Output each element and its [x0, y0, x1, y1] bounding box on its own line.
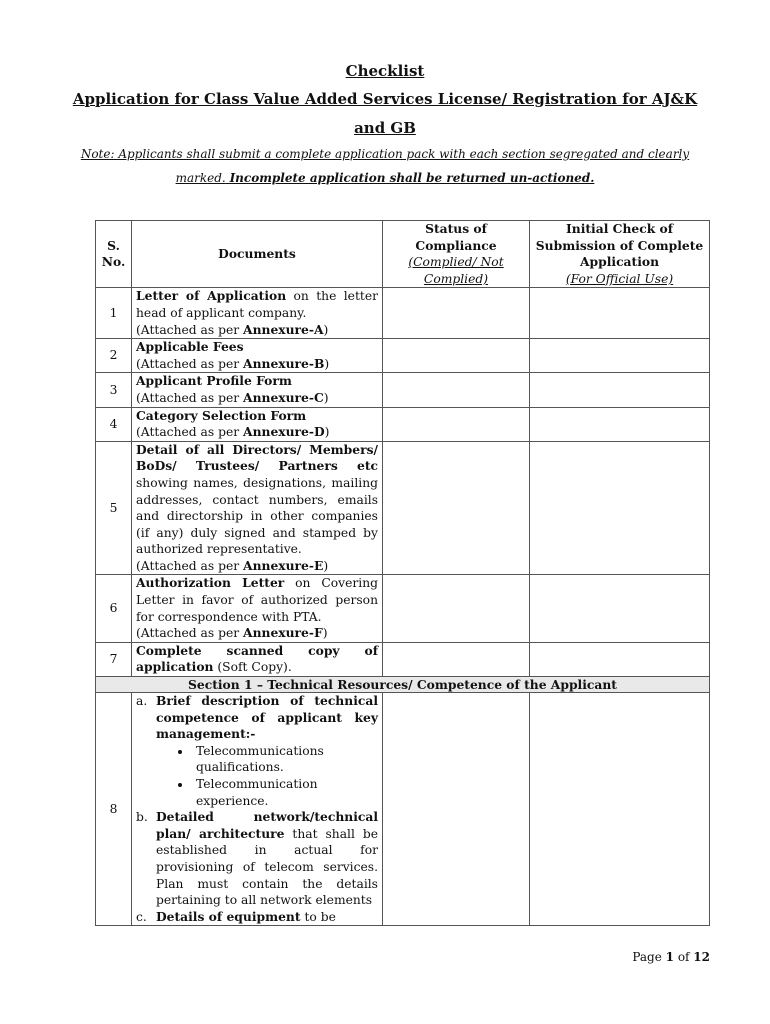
row-attach-prefix: (Attached as per — [136, 390, 244, 405]
row-sno: 6 — [96, 575, 132, 642]
row-doc-title: Authorization Letter — [136, 575, 285, 591]
row-initial-check-cell[interactable] — [530, 407, 710, 441]
item-c-desc: to be — [300, 909, 336, 924]
item-a — [136, 693, 378, 743]
row-status-cell[interactable] — [383, 339, 530, 373]
table-row — [96, 288, 710, 339]
page-of: of — [674, 950, 694, 964]
page-current: 1 — [665, 950, 674, 964]
page-total: 12 — [693, 950, 710, 964]
page-prefix: Page — [632, 950, 666, 964]
item-b — [136, 809, 378, 909]
table-row — [96, 642, 710, 676]
row-doc-desc: (Soft Copy). — [213, 660, 292, 675]
header-status — [383, 221, 530, 288]
row-status-cell[interactable] — [383, 441, 530, 575]
row-initial-check-cell[interactable] — [530, 441, 710, 575]
header-initial-check — [530, 221, 710, 288]
header-sno: S. No. — [96, 221, 132, 288]
row-doc-title: Applicant Profile Form — [136, 373, 292, 389]
section-header-row — [96, 677, 710, 693]
document-subtitle-line2: and GB — [354, 119, 416, 137]
row-status-cell[interactable] — [383, 373, 530, 407]
row-sno: 5 — [96, 441, 132, 575]
row-status-cell[interactable] — [383, 288, 530, 339]
row-doc-desc: on Covering Letter in favor of authorized person for correspondence with PTA. — [136, 576, 378, 624]
row-attach-suffix: ) — [323, 322, 329, 337]
row-doc-title: Detail of all Directors/ Members/ BoDs/ Trustees/ Partners etc — [136, 441, 378, 474]
row-document — [132, 373, 383, 407]
row-annexure: Annexure-C — [243, 389, 324, 405]
row-document — [132, 575, 383, 642]
row-doc-title: Category Selection Form — [136, 407, 307, 423]
row-document — [132, 339, 383, 373]
item-c-text — [156, 909, 378, 926]
table-row — [96, 407, 710, 441]
row-attach-prefix: (Attached as per — [136, 425, 244, 440]
row-sno: 7 — [96, 642, 132, 676]
row-document — [132, 642, 383, 676]
item-a-label: a. — [136, 694, 148, 709]
item-b-title: Detailed network/technical plan/ architecture — [156, 809, 378, 841]
header-status-label: Status of Compliance — [415, 221, 497, 253]
header-documents: Documents — [132, 221, 383, 288]
header-initial-sub: (For Official Use) — [565, 271, 674, 286]
document-title: Checklist — [345, 62, 425, 80]
row-doc-title: Complete scanned copy of application — [136, 642, 378, 675]
bullet-item: • Telecommunication experience. — [192, 776, 378, 809]
row-initial-check-cell[interactable] — [530, 373, 710, 407]
header-initial-label: Initial Check of Submission of Complete Application — [535, 221, 704, 270]
row-attach-suffix: ) — [322, 626, 328, 641]
item-b-desc: that shall be established in actual for provisioning of telecom services. Plan must contain the details pertaining to all network elements — [156, 826, 378, 908]
note-marked: marked. — [175, 171, 226, 185]
row-attach-prefix: (Attached as per — [136, 626, 244, 641]
document-subtitle-line1: Application for Class Value Added Services License/ Registration for AJ&K — [72, 90, 698, 108]
row-sno: 3 — [96, 373, 132, 407]
table-row — [96, 693, 710, 926]
row-initial-check-cell[interactable] — [530, 339, 710, 373]
row-document — [132, 288, 383, 339]
row-attach-suffix: ) — [324, 425, 330, 440]
item-c — [136, 909, 378, 926]
checklist-table — [95, 220, 710, 926]
item-a-bullets — [136, 743, 378, 809]
row-doc-title: Letter of Application — [136, 288, 287, 304]
row-sno: 2 — [96, 339, 132, 373]
row-sno: 1 — [96, 288, 132, 339]
table-row — [96, 575, 710, 642]
table-header-row — [96, 221, 710, 288]
row-attach-suffix: ) — [323, 558, 329, 573]
row-status-cell[interactable] — [383, 693, 530, 926]
row-sno: 4 — [96, 407, 132, 441]
row-doc-title: Applicable Fees — [136, 339, 244, 355]
row-attach-suffix: ) — [324, 356, 330, 371]
page-number — [632, 950, 710, 964]
item-b-label: b. — [136, 810, 148, 825]
row-document — [132, 441, 383, 575]
row-initial-check-cell[interactable] — [530, 288, 710, 339]
row-document — [132, 693, 383, 926]
row-attach-prefix: (Attached as per — [136, 356, 244, 371]
row-annexure: Annexure-E — [243, 557, 324, 573]
row-document — [132, 407, 383, 441]
row-sno: 8 — [96, 693, 132, 926]
bullet-item: • Telecommunications qualifications. — [192, 743, 378, 776]
row-status-cell[interactable] — [383, 575, 530, 642]
item-a-title: Brief description of technical competence of applicant key management:- — [156, 693, 378, 742]
row-attach-prefix: (Attached as per — [136, 322, 244, 337]
row-initial-check-cell[interactable] — [530, 693, 710, 926]
row-attach-prefix: (Attached as per — [136, 558, 244, 573]
row-annexure: Annexure-A — [243, 321, 324, 337]
note-incomplete-warning: Incomplete application shall be returned un-actioned. — [229, 171, 595, 185]
row-annexure: Annexure-D — [243, 424, 325, 440]
row-annexure: Annexure-B — [243, 355, 325, 371]
header-status-sub: (Complied/ Not Complied) — [408, 255, 504, 286]
row-status-cell[interactable] — [383, 642, 530, 676]
item-b-text — [156, 809, 378, 909]
table-row — [96, 339, 710, 373]
row-annexure: Annexure-F — [243, 625, 323, 641]
row-initial-check-cell[interactable] — [530, 642, 710, 676]
row-doc-desc: showing names, designations, mailing addresses, contact numbers, emails and directorship in other companies (if any) duly signed and stamped by authorized representative. — [136, 475, 378, 557]
table-row — [96, 373, 710, 407]
note-line2 — [0, 171, 770, 185]
note-line1: Note: Applicants shall submit a complete application pack with each section segregated and clearly — [80, 147, 690, 161]
section-1-title: Section 1 – Technical Resources/ Competence of the Applicant — [96, 677, 710, 693]
table-row — [96, 441, 710, 575]
row-status-cell[interactable] — [383, 407, 530, 441]
item-c-title: Details of equipment — [156, 908, 301, 924]
item-c-label: c. — [136, 909, 147, 924]
row-doc-desc: on the letter head of applicant company. — [136, 289, 378, 320]
row-initial-check-cell[interactable] — [530, 575, 710, 642]
row-attach-suffix: ) — [323, 390, 329, 405]
